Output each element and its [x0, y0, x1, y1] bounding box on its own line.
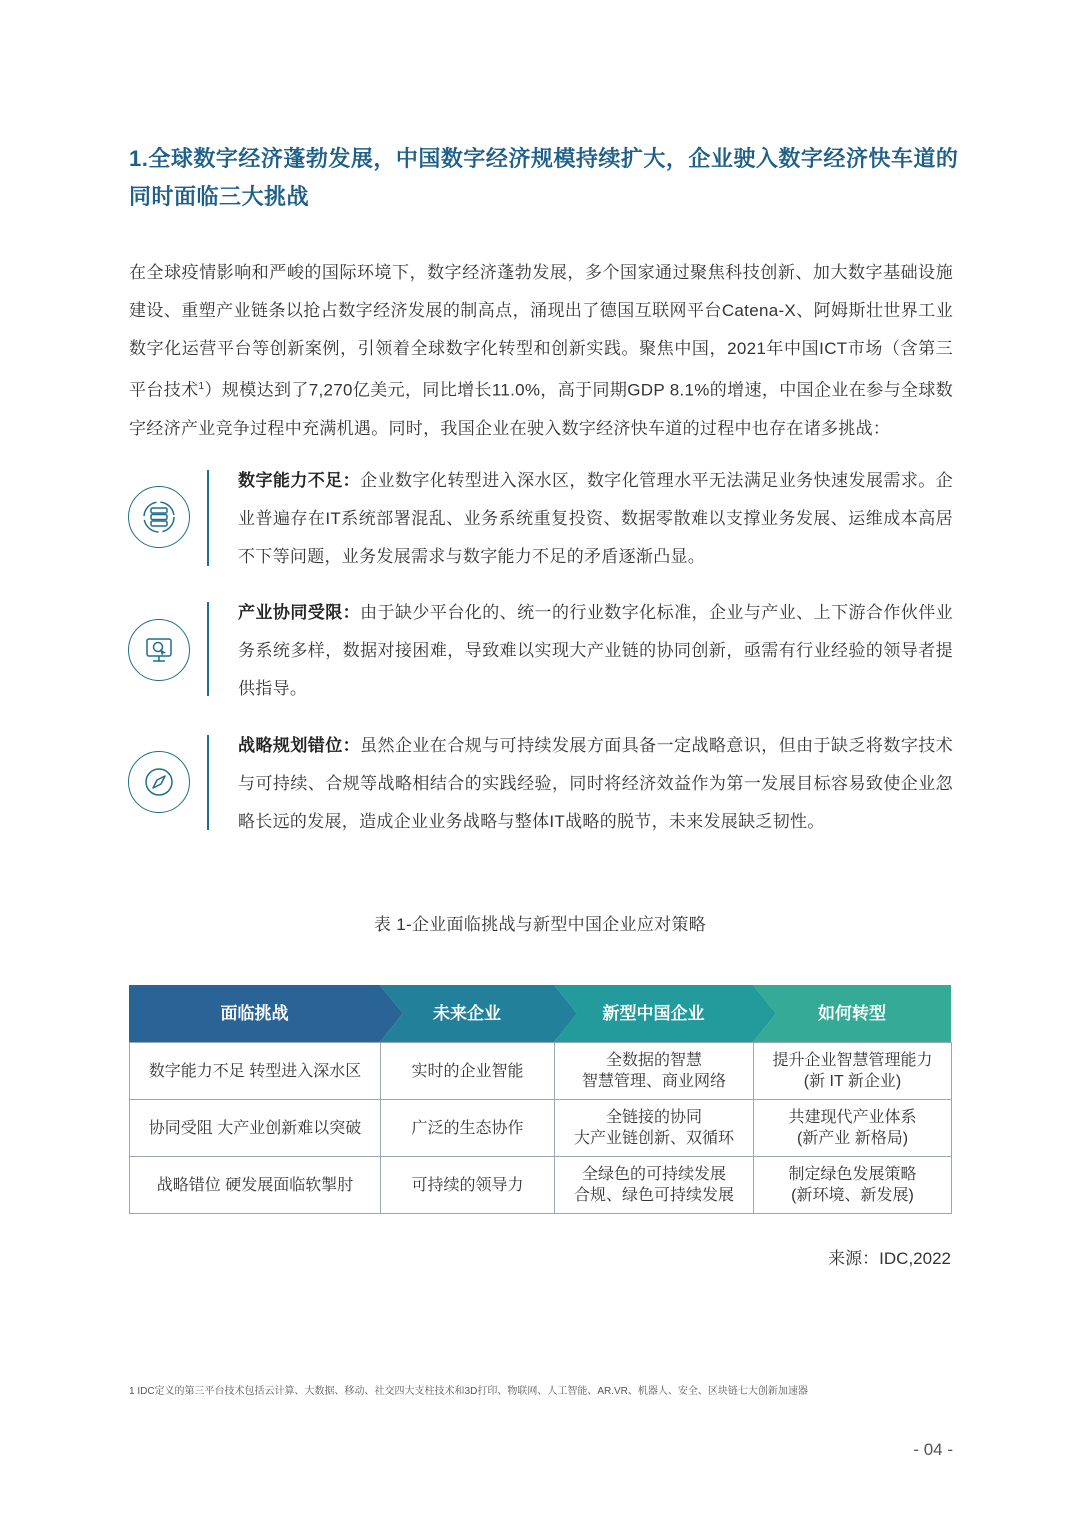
table-header [129, 985, 951, 1042]
challenge-text [238, 727, 953, 841]
cell-line: 全链接的协同 [605, 1109, 702, 1126]
challenge-text [238, 594, 953, 708]
header-how-to-transform: 如何转型 [818, 1004, 886, 1023]
table-row [130, 1043, 952, 1100]
cell-line: 全绿色的可持续发展 [581, 1166, 726, 1183]
table-cell [754, 1100, 952, 1157]
cell-line: 智慧管理、商业网络 [581, 1073, 726, 1090]
cell-line: 共建现代产业体系 [788, 1109, 917, 1126]
monitor-icon [128, 619, 190, 681]
table-cell [555, 1043, 754, 1100]
table-cell: 实时的企业智能 [381, 1043, 555, 1100]
table-caption: 表 1-企业面临挑战与新型中国企业应对策略 [373, 915, 707, 934]
section-heading: 1.全球数字经济蓬勃发展，中国数字经济规模持续扩大，企业驶入数字经济快车道的同时面临三大挑战 [129, 146, 959, 209]
challenge-title: 数字能力不足： [238, 471, 361, 490]
header-future-enterprise: 未来企业 [433, 1004, 501, 1023]
cell-line: (新 IT 新企业) [803, 1073, 902, 1090]
footnote-ref[interactable]: 1 [198, 381, 205, 392]
table-cell: 广泛的生态协作 [381, 1100, 555, 1157]
intro-paragraph [129, 254, 953, 448]
footnote: 1 IDC定义的第三平台技术包括云计算、大数据、移动、社交四大支柱技术和3D打印、物联网、人工智能、AR.VR、机器人、安全、区块链七大创新加速器 [129, 1386, 808, 1397]
cell-line: 制定绿色发展策略 [788, 1166, 917, 1183]
challenge-text [238, 462, 953, 576]
server-icon [128, 486, 190, 548]
header-challenges: 面临挑战 [220, 1004, 289, 1023]
strategy-table [129, 1042, 952, 1214]
intro-text-1: 在全球疫情影响和严峻的国际环境下，数字经济蓬勃发展，多个国家通过聚焦科技创新、加大数字基础设施建设、重塑产业链条以抢占数字经济发展的制高点，涌现出了德国互联网平台Catena-X、阿姆斯壮世界工业数字化运营平台等创新案例，引领着全球数字化转型和创新实践。聚焦中国，2021年中国ICT市场（含第三平台技术 [129, 263, 953, 400]
table-row [130, 1157, 952, 1214]
cell-line: 合规、绿色可持续发展 [573, 1187, 734, 1204]
table-row [130, 1100, 952, 1157]
cell-line: (新产业 新格局) [796, 1130, 909, 1147]
intro-text-2: ）规模达到了7,270亿美元，同比增长11.0%，高于同期GDP 8.1%的增速，中国企业在参与全球数字经济产业竞争过程中充满机遇。同时，我国企业在驶入数字经济快车道的过程中也存在诸多挑战： [129, 380, 953, 438]
table-cell: 战略错位 硬发展面临软掣肘 [130, 1157, 381, 1214]
table-cell: 可持续的领导力 [381, 1157, 555, 1214]
table-cell [754, 1043, 952, 1100]
cell-line: 大产业链创新、双循环 [573, 1130, 734, 1147]
challenge-title: 战略规划错位： [238, 736, 361, 755]
header-new-chinese-enterprise: 新型中国企业 [602, 1004, 705, 1023]
page-number: - 04 - [913, 1440, 953, 1459]
table-cell [555, 1100, 754, 1157]
table-cell: 数字能力不足 转型进入深水区 [130, 1043, 381, 1100]
cell-line: 全数据的智慧 [605, 1052, 702, 1069]
challenge-body: 虽然企业在合规与可持续发展方面具备一定战略意识，但由于缺乏将数字技术与可持续、合规等战略相结合的实践经验，同时将经济效益作为第一发展目标容易致使企业忽略长远的发展，造成企业业务战略与整体IT战略的脱节，未来发展缺乏韧性。 [238, 736, 953, 831]
challenge-title: 产业协同受限： [238, 603, 361, 622]
challenge-divider [207, 602, 209, 696]
cell-line: (新环境、新发展) [791, 1187, 914, 1204]
table-cell: 协同受阻 大产业创新难以突破 [130, 1100, 381, 1157]
challenge-divider [207, 735, 209, 830]
challenge-body: 由于缺少平台化的、统一的行业数字化标准，企业与产业、上下游合作伙伴业务系统多样，数据对接困难，导致难以实现大产业链的协同创新，亟需有行业经验的领导者提供指导。 [238, 603, 953, 698]
table-cell [754, 1157, 952, 1214]
cell-line: 提升企业智慧管理能力 [772, 1052, 933, 1069]
challenge-divider [207, 470, 209, 566]
table-cell [555, 1157, 754, 1214]
compass-icon [128, 751, 190, 813]
source-note: 来源：IDC,2022 [828, 1249, 951, 1268]
challenge-body: 企业数字化转型进入深水区，数字化管理水平无法满足业务快速发展需求。企业普遍存在IT系统部署混乱、业务系统重复投资、数据零散难以支撑业务发展、运维成本高居不下等问题，业务发展需求与数字能力不足的矛盾逐渐凸显。 [238, 471, 953, 566]
